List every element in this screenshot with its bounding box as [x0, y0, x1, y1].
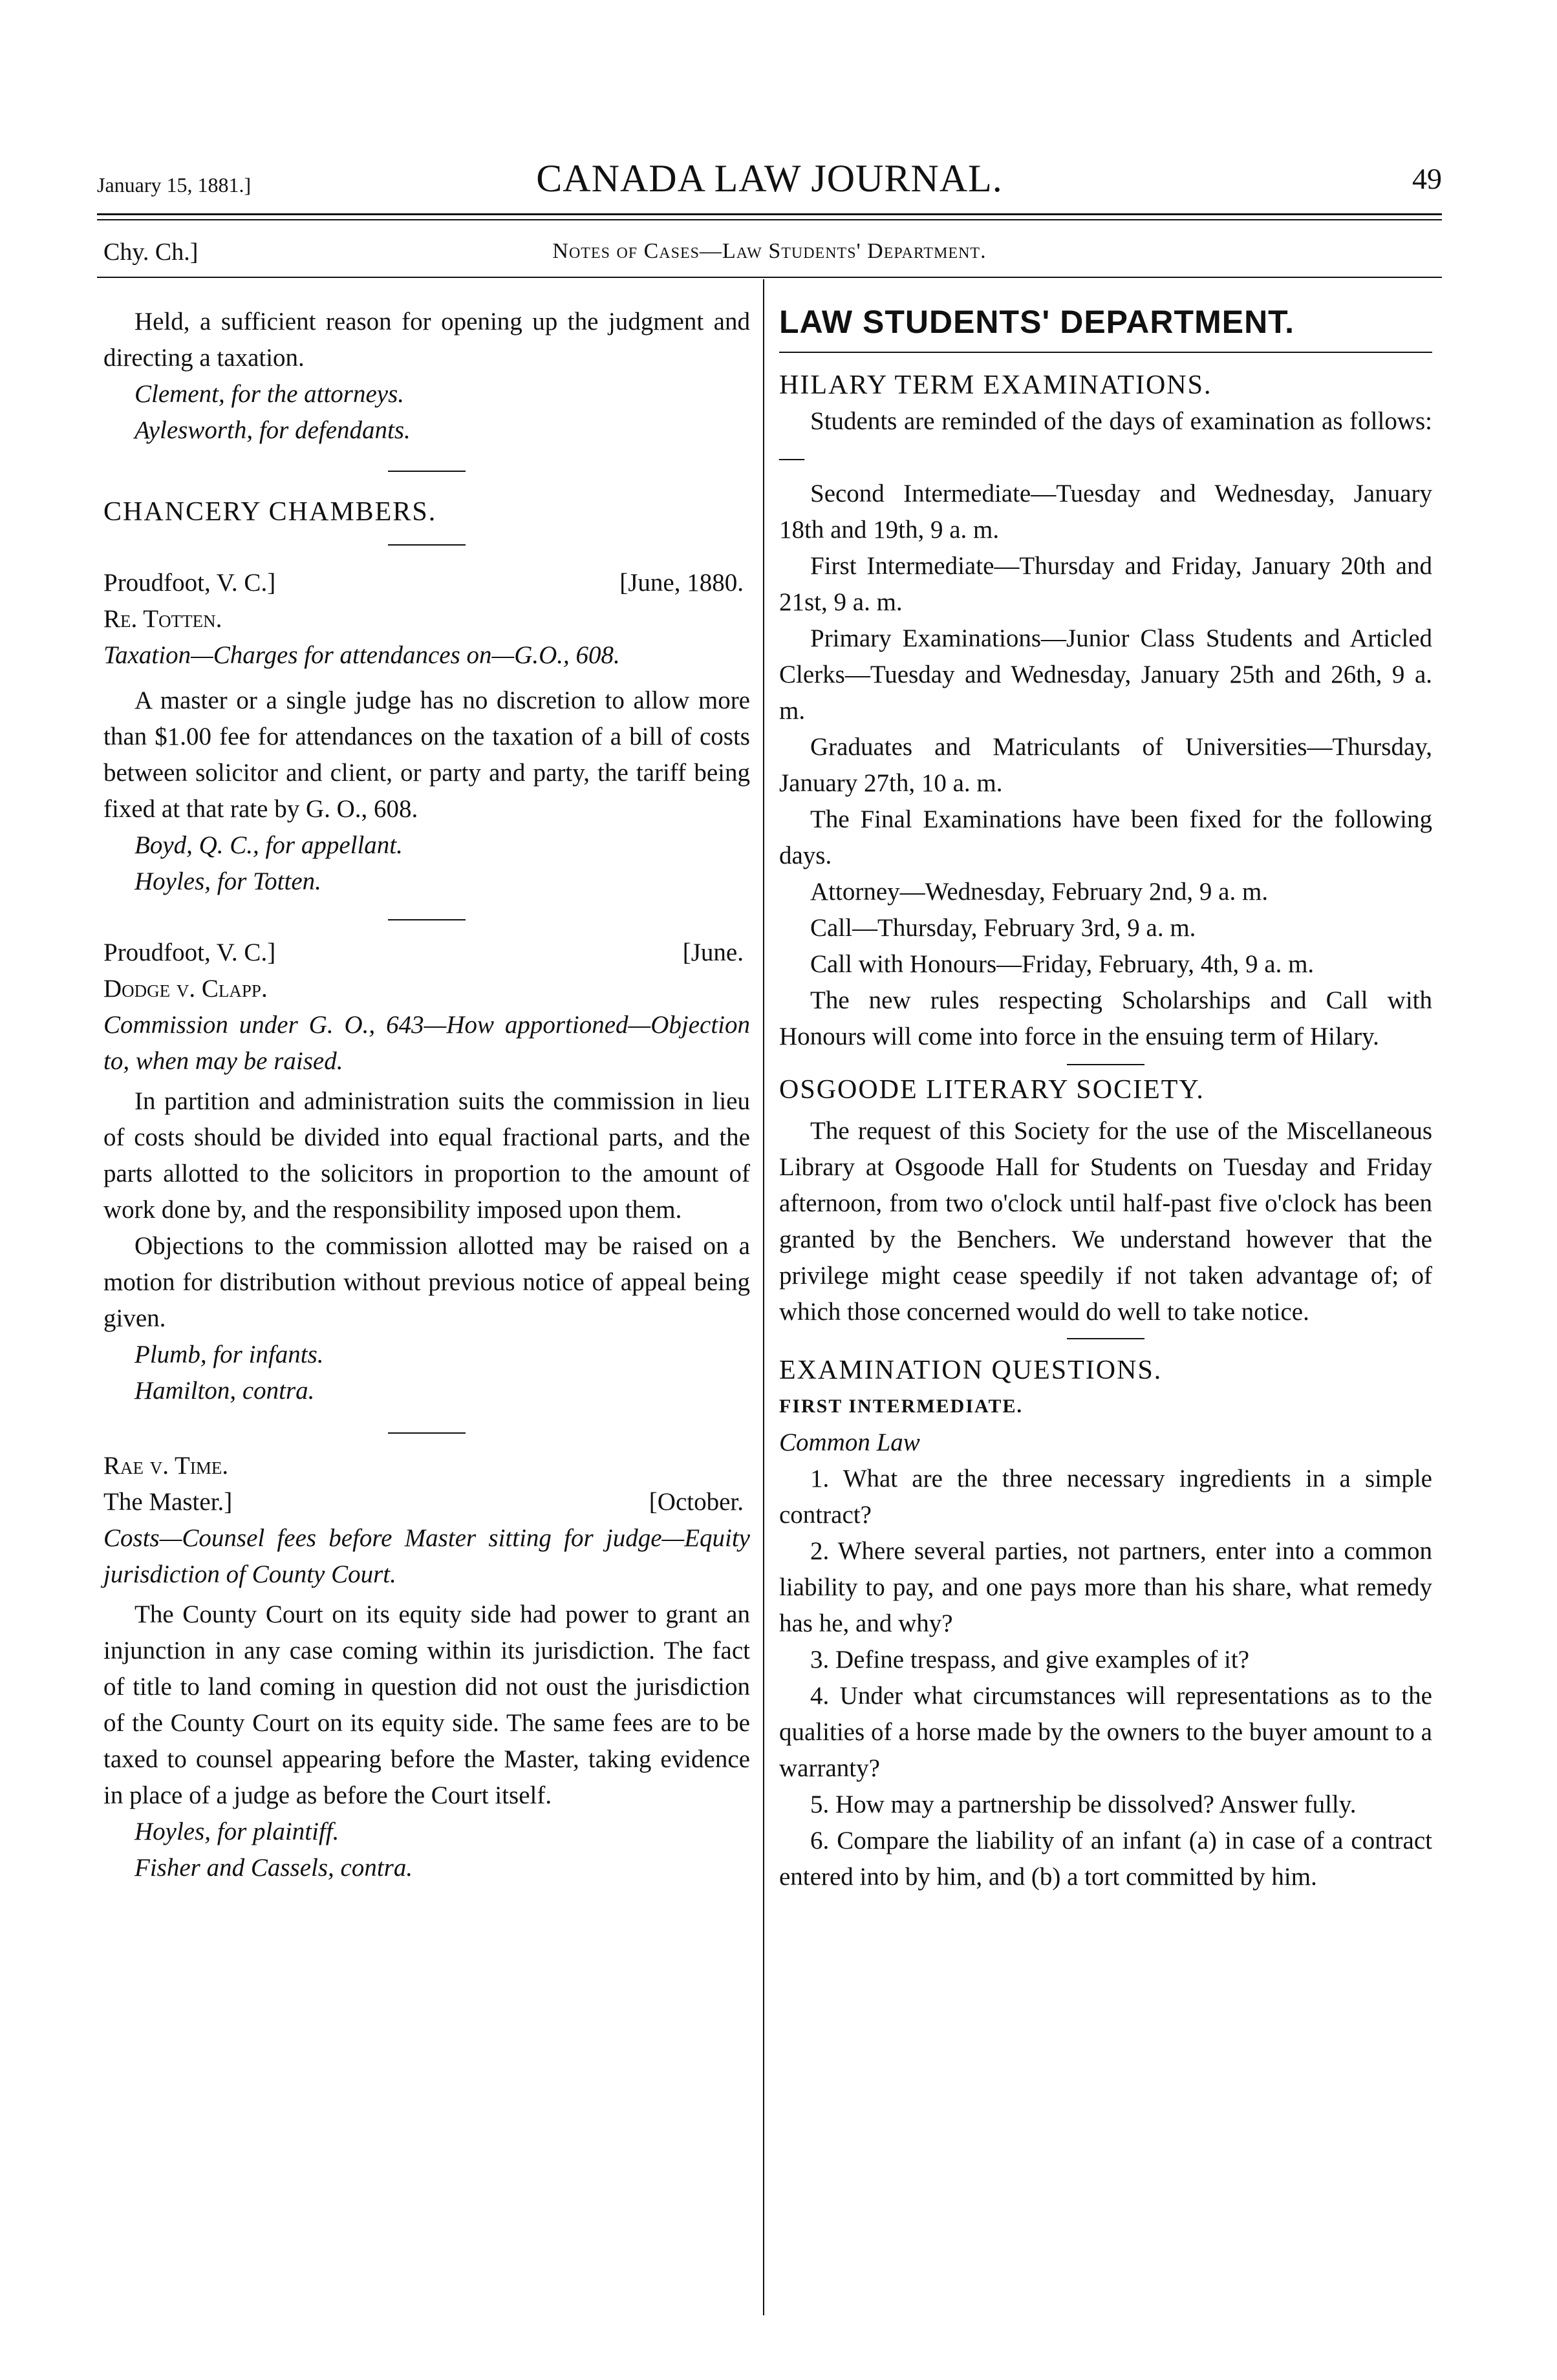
intro-paragraph: Held, a sufficient reason for opening up the judgment and directing a taxation.	[103, 308, 750, 372]
separator-rule	[388, 471, 466, 472]
hilary-paragraph: Call with Honours—Friday, February, 4th, 9 a. m.	[810, 950, 1315, 978]
section-left-label: Chy. Ch.]	[103, 239, 199, 266]
left-column	[103, 304, 750, 1886]
exam-question: 2. Where several parties, not partners, enter into a common liability to pay, and one pays more than his share, what remedy has he, and why?	[779, 1537, 1432, 1637]
page-number: 49	[1412, 162, 1442, 195]
journal-title: CANADA LAW JOURNAL.	[536, 157, 1003, 200]
case2-name: Dodge v. Clapp.	[103, 975, 268, 1003]
counsel-line: Hoyles, for Totten.	[134, 867, 321, 895]
case3-court-line	[103, 1484, 750, 1520]
subheader-rule	[97, 277, 1442, 278]
counsel-line: Plumb, for infants.	[134, 1341, 324, 1368]
separator-rule	[388, 544, 466, 546]
osgoode-paragraph: The request of this Society for the use of the Miscellaneous Library at Osgoode Hall for Students on Tuesday and Friday afternoon, from two o'clock until half-past five o'clock has been granted by the Benchers. We understand however that the privilege might cease speedily if not taken advantage of; of which those concerned would do well to take notice.	[779, 1117, 1432, 1326]
hilary-paragraph: Call—Thursday, February 3rd, 9 a. m.	[810, 914, 1196, 942]
case1-name: Re. Totten.	[103, 605, 222, 633]
osgoode-heading: OSGOODE LITERARY SOCIETY.	[779, 1075, 1205, 1105]
case3-court: The Master.]	[103, 1488, 233, 1516]
hilary-paragraph: Graduates and Matriculants of Universities—Thursday, January 27th, 10 a. m.	[779, 733, 1432, 797]
case3-headnote: Costs—Counsel fees before Master sitting for judge—Equity jurisdiction of County Court.	[103, 1524, 750, 1588]
hilary-paragraph: Students are reminded of the days of examination as follows:—	[779, 407, 1432, 471]
case1-headnote: Taxation—Charges for attendances on—G.O., 608.	[103, 641, 620, 669]
hilary-paragraph: The new rules respecting Scholarships and Call with Honours will come into force in the ensuing term of Hilary.	[779, 986, 1432, 1050]
separator-rule	[388, 1432, 466, 1434]
running-head	[97, 154, 1442, 199]
exam-question: 6. Compare the liability of an infant (a) in case of a contract entered into by him, and (b) a tort committed by him.	[779, 1827, 1432, 1891]
case1-date: [June, 1880.	[619, 569, 744, 597]
case3-body: The County Court on its equity side had power to grant an injunction in any case coming within its jurisdiction. The fact of title to land coming in question did not oust the jurisdiction of the County Court on its equity side. The same fees are to be taxed to counsel appearing before the Master, taking evidence in place of a judge as before the Court itself.	[103, 1600, 750, 1809]
hilary-term-heading: HILARY TERM EXAMINATIONS.	[779, 370, 1212, 400]
separator-rule	[388, 919, 466, 920]
exam-question: 4. Under what circumstances will representations as to the qualities of a horse made by the owners to the buyer amount to a warranty?	[779, 1682, 1432, 1782]
exam-level: FIRST INTERMEDIATE.	[779, 1396, 1023, 1417]
exam-questions-heading: EXAMINATION QUESTIONS.	[779, 1355, 1163, 1385]
chancery-chambers-heading: CHANCERY CHAMBERS.	[103, 497, 437, 527]
hilary-paragraph: The Final Examinations have been fixed for the following days.	[779, 805, 1432, 869]
hilary-paragraph: First Intermediate—Thursday and Friday, January 20th and 21st, 9 a. m.	[779, 552, 1432, 616]
issue-date: January 15, 1881.]	[97, 173, 252, 197]
right-column	[779, 304, 1432, 1895]
department-title: LAW STUDENTS' DEPARTMENT.	[779, 304, 1295, 340]
separator-rule	[1067, 1338, 1144, 1339]
case2-court-line	[103, 935, 750, 971]
exam-subject: Common Law	[779, 1429, 920, 1456]
counsel-line: Aylesworth, for defendants.	[134, 416, 411, 444]
counsel-line: Clement, for the attorneys.	[134, 380, 405, 408]
counsel-line: Boyd, Q. C., for appellant.	[134, 831, 403, 859]
case1-body: A master or a single judge has no discretion to allow more than $1.00 fee for attendances on the taxation of a bill of costs between solicitor and client, or party and party, the tariff being fixed at that rate by G. O., 608.	[103, 686, 750, 823]
hilary-paragraph: Attorney—Wednesday, February 2nd, 9 a. m.	[810, 878, 1269, 906]
hilary-paragraph: Second Intermediate—Tuesday and Wednesday, January 18th and 19th, 9 a. m.	[779, 480, 1432, 544]
case1-court-line	[103, 565, 750, 601]
column-divider	[763, 279, 764, 2315]
exam-question: 5. How may a partnership be dissolved? Answer fully.	[810, 1790, 1357, 1818]
case2-body-1: In partition and administration suits the commission in lieu of costs should be divided into equal fractional parts, and the parts allotted to the solicitors in proportion to the amount of work done by, and the responsibility imposed upon them.	[103, 1087, 750, 1224]
counsel-line: Hoyles, for plaintiff.	[134, 1818, 339, 1845]
case2-body-2: Objections to the commission allotted may be raised on a motion for distribution without previous notice of appeal being given.	[103, 1232, 750, 1332]
counsel-line: Fisher and Cassels, contra.	[134, 1854, 413, 1882]
case3-name: Rae v. Time.	[103, 1452, 229, 1480]
case2-court: Proudfoot, V. C.]	[103, 939, 276, 966]
case2-headnote: Commission under G. O., 643—How apportioned—Objection to, when may be raised.	[103, 1011, 750, 1075]
section-subheader	[97, 234, 1442, 266]
hilary-paragraph: Primary Examinations—Junior Class Students and Articled Clerks—Tuesday and Wednesday, January 25th and 26th, 9 a. m.	[779, 624, 1432, 725]
case3-date: [October.	[649, 1488, 744, 1516]
exam-question: 3. Define trespass, and give examples of it?	[810, 1646, 1250, 1673]
counsel-line: Hamilton, contra.	[134, 1377, 315, 1405]
exam-question: 1. What are the three necessary ingredients in a simple contract?	[779, 1465, 1432, 1529]
header-double-rule	[97, 213, 1442, 220]
case1-court: Proudfoot, V. C.]	[103, 569, 276, 597]
case2-date: [June.	[682, 939, 744, 966]
separator-rule	[1067, 1064, 1144, 1065]
department-rule	[779, 352, 1432, 353]
section-center-label: Notes of Cases—Law Students' Department.	[552, 239, 987, 263]
